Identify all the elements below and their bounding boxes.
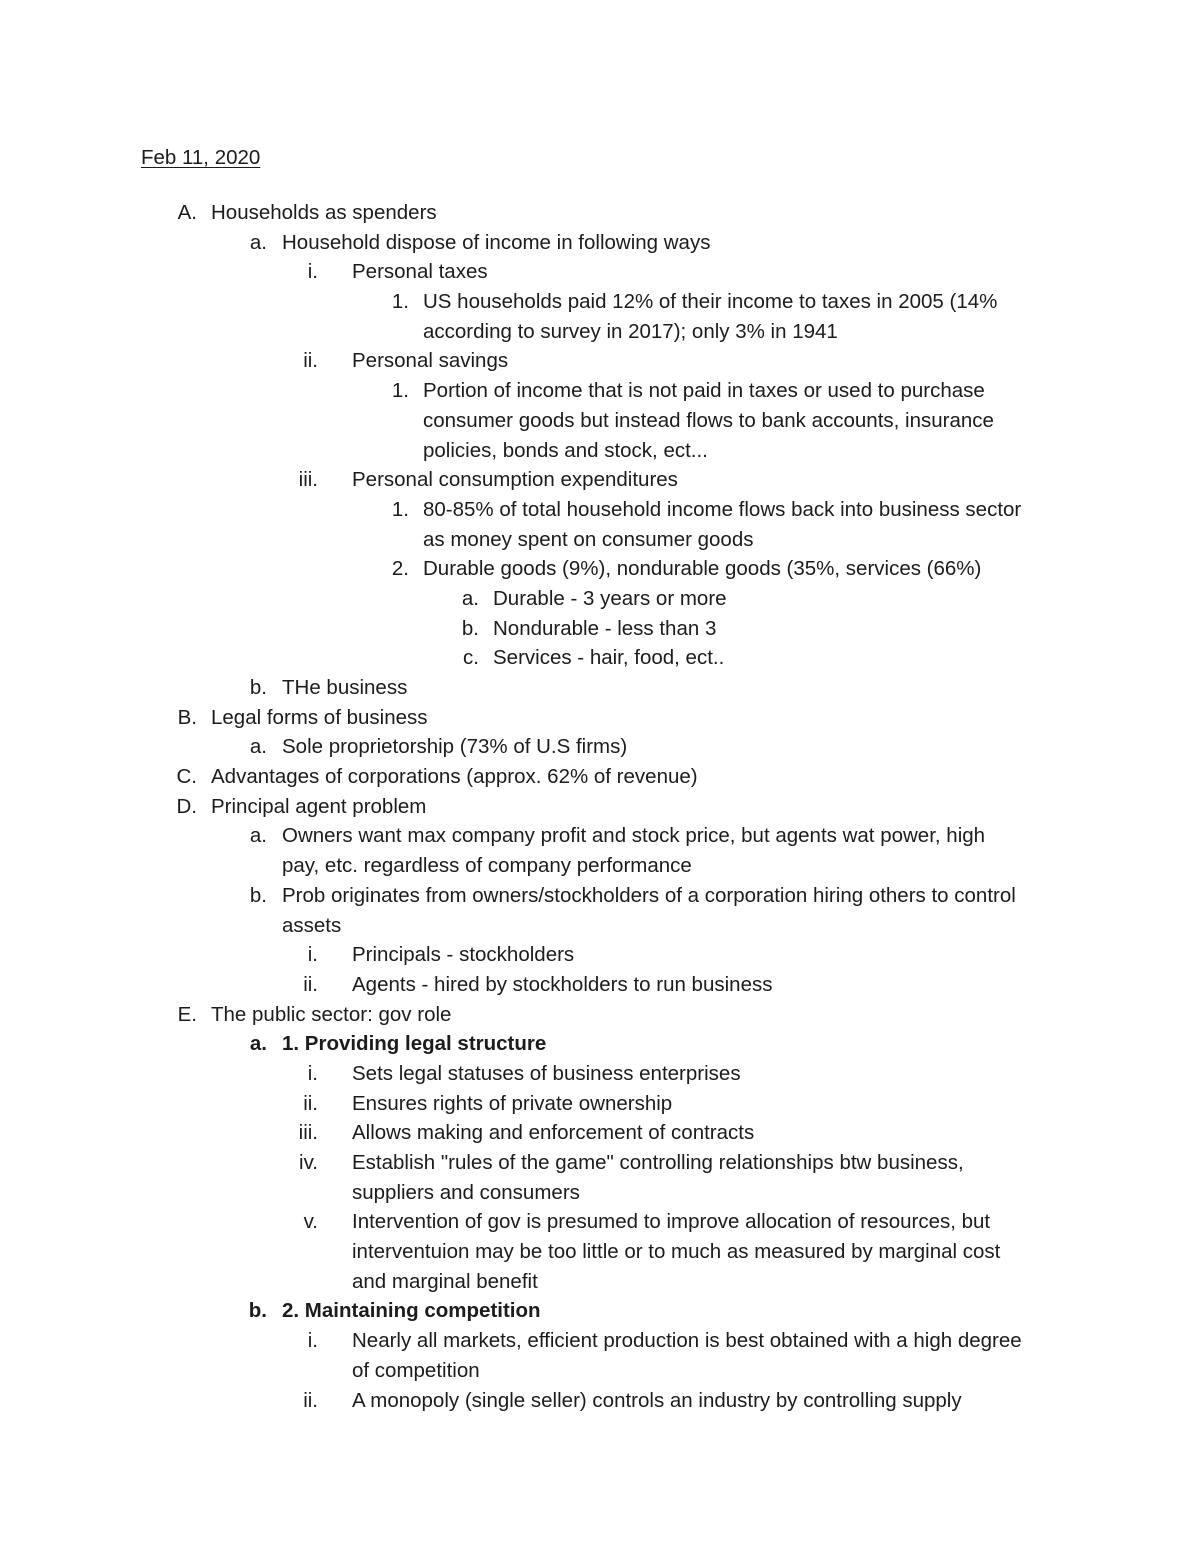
- list-marker: a.: [249, 1032, 267, 1056]
- list-marker: ii.: [303, 349, 318, 373]
- list-marker: b.: [248, 1299, 267, 1323]
- outline-line-text: Agents - hired by stockholders to run business: [352, 972, 773, 996]
- outline-line: [0, 228, 1200, 258]
- outline-line: [0, 317, 1200, 347]
- outline-line-text: according to survey in 2017); only 3% in 1941: [423, 319, 838, 343]
- outline-line-text: Nearly all markets, efficient production is best obtained with a high degree: [352, 1329, 1022, 1353]
- outline-line: [0, 287, 1200, 317]
- outline-line: [0, 851, 1200, 881]
- outline-line-text: Intervention of gov is presumed to improve allocation of resources, but: [352, 1210, 991, 1234]
- list-marker: 1.: [391, 379, 409, 403]
- list-marker: ii.: [303, 1091, 318, 1115]
- outline-line-text: Advantages of corporations (approx. 62% of revenue): [211, 765, 698, 789]
- outline-line: [0, 406, 1200, 436]
- outline-line: [0, 673, 1200, 703]
- outline-line: [0, 911, 1200, 941]
- outline-line: [0, 762, 1200, 792]
- outline-line: [0, 1326, 1200, 1356]
- outline-line-text: 80-85% of total household income flows back into business sector: [423, 497, 1022, 521]
- list-marker: 1.: [391, 290, 409, 314]
- outline-line: [0, 436, 1200, 466]
- outline-line-text: Nondurable - less than 3: [493, 616, 717, 640]
- list-marker: b.: [461, 616, 479, 640]
- list-marker: ii.: [303, 972, 318, 996]
- outline-line-text: The public sector: gov role: [211, 1002, 452, 1026]
- outline-line-text: Establish "rules of the game" controlling relationships btw business,: [352, 1151, 964, 1174]
- outline-line: [0, 940, 1200, 970]
- outline-line: [0, 643, 1200, 673]
- outline-line-text: Durable - 3 years or more: [493, 586, 727, 610]
- outline-line-text: Legal forms of business: [211, 705, 428, 729]
- outline-line: [0, 495, 1200, 525]
- outline-line-text: Services - hair, food, ect..: [493, 646, 725, 670]
- outline-line: [0, 1000, 1200, 1030]
- outline-line: [0, 1029, 1200, 1059]
- outline-line: [0, 1296, 1200, 1326]
- list-marker: i.: [307, 1329, 318, 1353]
- list-marker: iii.: [298, 1121, 318, 1145]
- outline-line-text: Sets legal statuses of business enterprises: [352, 1061, 741, 1085]
- outline-line: [0, 614, 1200, 644]
- list-marker: E.: [177, 1002, 197, 1026]
- list-marker: iii.: [298, 468, 318, 492]
- outline-line-text: interventuion may be too little or to much as measured by marginal cost: [352, 1240, 1001, 1264]
- outline-line: [0, 1148, 1200, 1178]
- outline-line: [0, 257, 1200, 287]
- outline-line-text: Allows making and enforcement of contracts: [352, 1121, 755, 1145]
- outline-line: [0, 1267, 1200, 1297]
- outline-line-text: A monopoly (single seller) controls an industry by controlling supply: [352, 1388, 962, 1412]
- outline-line-text: suppliers and consumers: [352, 1180, 580, 1204]
- outline-line-text: assets: [282, 913, 342, 937]
- outline-line-text: consumer goods but instead flows to bank accounts, insurance: [423, 408, 994, 432]
- outline-line-text: Durable goods (9%), nondurable goods (35%, services (66%): [423, 557, 982, 581]
- outline-line-text: 2. Maintaining competition: [282, 1299, 541, 1323]
- outline-line-text: Sole proprietorship (73% of U.S firms): [282, 735, 628, 759]
- outline-line: [0, 1356, 1200, 1386]
- outline-line: [0, 525, 1200, 555]
- outline-line-text: THe business: [282, 676, 408, 699]
- outline-line: [0, 198, 1200, 228]
- list-marker: i.: [307, 260, 318, 284]
- outline-line-text: Household dispose of income in following ways: [282, 230, 711, 254]
- outline-line: [0, 970, 1200, 1000]
- outline-line: [0, 1059, 1200, 1089]
- outline-line-text: and marginal benefit: [352, 1269, 538, 1293]
- outline-line-text: Personal consumption expenditures: [352, 468, 678, 492]
- outline-line-text: Personal taxes: [352, 260, 488, 284]
- list-marker: 2.: [391, 557, 409, 581]
- list-marker: a.: [249, 230, 267, 254]
- outline-line: [0, 703, 1200, 733]
- list-marker: iv.: [299, 1151, 318, 1174]
- outline-line-text: policies, bonds and stock, ect...: [423, 438, 708, 462]
- outline-line-text: Portion of income that is not paid in taxes or used to purchase: [423, 379, 985, 403]
- outline-line: [0, 1386, 1200, 1416]
- outline-line: [0, 346, 1200, 376]
- outline-line: [0, 792, 1200, 822]
- list-marker: a.: [249, 824, 267, 848]
- notes-outline: [0, 198, 1200, 1415]
- list-marker: D.: [176, 794, 197, 818]
- outline-line-text: Households as spenders: [211, 201, 437, 224]
- outline-line-text: Owners want max company profit and stock price, but agents wat power, high: [282, 824, 986, 848]
- list-marker: i.: [307, 1061, 318, 1085]
- outline-line-text: pay, etc. regardless of company performance: [282, 854, 692, 878]
- list-marker: b.: [249, 883, 267, 907]
- outline-line: [0, 554, 1200, 584]
- outline-line: [0, 881, 1200, 911]
- list-marker: v.: [303, 1210, 318, 1234]
- outline-line-text: Principal agent problem: [211, 794, 427, 818]
- outline-line: [0, 376, 1200, 406]
- list-marker: ii.: [303, 1388, 318, 1412]
- list-marker: a.: [249, 735, 267, 759]
- outline-line-text: US households paid 12% of their income to taxes in 2005 (14%: [423, 290, 998, 314]
- outline-line: [0, 584, 1200, 614]
- list-marker: a.: [461, 586, 479, 610]
- outline-line: [0, 1089, 1200, 1119]
- outline-line-text: as money spent on consumer goods: [423, 527, 754, 551]
- list-marker: b.: [249, 676, 267, 699]
- list-marker: i.: [307, 943, 318, 967]
- outline-line-text: Principals - stockholders: [352, 943, 575, 967]
- outline-line: [0, 1118, 1200, 1148]
- outline-line-text: of competition: [352, 1358, 480, 1382]
- document-date-heading: Feb 11, 2020: [141, 146, 261, 169]
- list-marker: c.: [463, 646, 479, 670]
- outline-line: [0, 1237, 1200, 1267]
- list-marker: C.: [176, 765, 197, 789]
- outline-line: [0, 465, 1200, 495]
- outline-line: [0, 821, 1200, 851]
- outline-line: [0, 732, 1200, 762]
- outline-line: [0, 1207, 1200, 1237]
- list-marker: 1.: [391, 497, 409, 521]
- outline-line-text: Prob originates from owners/stockholders of a corporation hiring others to control: [282, 883, 1016, 907]
- outline-line-text: Ensures rights of private ownership: [352, 1091, 673, 1115]
- list-marker: A.: [177, 201, 197, 224]
- outline-line-text: 1. Providing legal structure: [282, 1032, 547, 1056]
- outline-line-text: Personal savings: [352, 349, 509, 373]
- list-marker: B.: [177, 705, 197, 729]
- outline-line: [0, 1178, 1200, 1208]
